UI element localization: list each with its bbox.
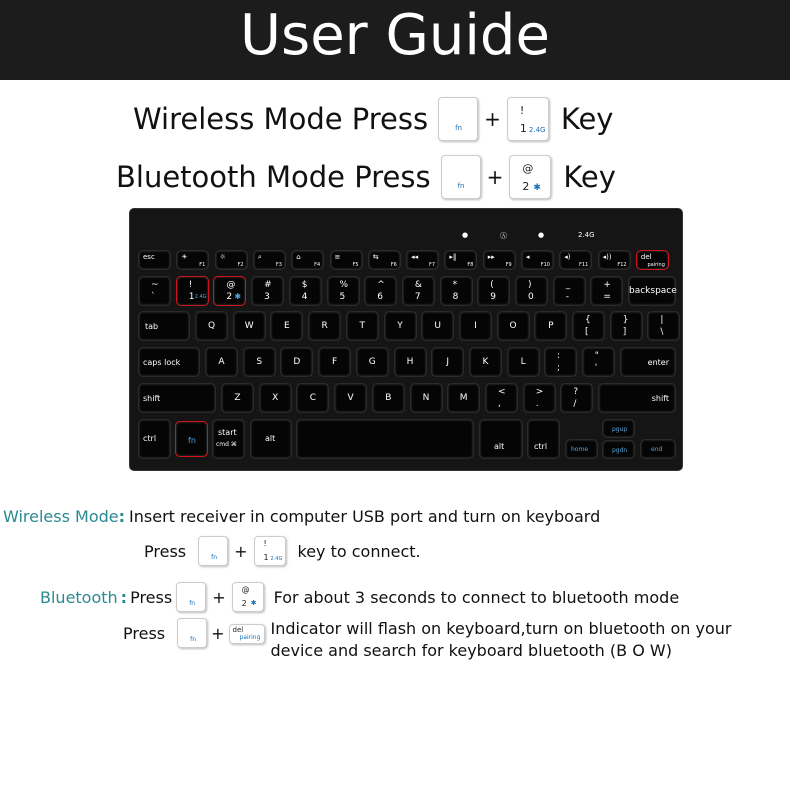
- ctrl-key: ctrl: [138, 419, 171, 459]
- key-word: Key: [563, 160, 616, 194]
- wireless-mode-heading: Wireless Mode: [3, 507, 119, 526]
- function-key: ⌂ F4: [291, 250, 324, 270]
- bluetooth-icon: ✱: [533, 183, 541, 193]
- pgup-key: pgup: [602, 419, 635, 438]
- wireless-mode-row: Wireless Mode Press fn + ! 1 2.4G Key: [133, 96, 613, 142]
- letter-key: P: [534, 311, 567, 341]
- function-key: del pairing: [636, 250, 669, 270]
- number-key: ^ 6: [364, 276, 397, 306]
- key-1-keycap: ! 1 2.4G: [507, 97, 549, 141]
- function-key: ▸▸ F9: [483, 250, 516, 270]
- letter-key: V: [334, 383, 367, 413]
- wireless-instruction-text: Insert receiver in computer USB port and turn on keyboard: [129, 507, 601, 526]
- space-key: [296, 419, 474, 459]
- symbol-key: : ;: [544, 347, 577, 377]
- function-key: esc: [138, 250, 171, 270]
- letter-key: H: [394, 347, 427, 377]
- number-key: ( 9: [477, 276, 510, 306]
- fn-keycap: fn: [441, 155, 481, 199]
- fn-keycap: fn: [176, 582, 206, 612]
- symbol-key: { [: [572, 311, 605, 341]
- end-key: end: [640, 439, 676, 459]
- letter-key: Q: [195, 311, 228, 341]
- symbol-key: < ,: [485, 383, 518, 413]
- number-key: * 8: [440, 276, 473, 306]
- letter-key: B: [372, 383, 405, 413]
- letter-key: L: [507, 347, 540, 377]
- letter-key: W: [233, 311, 266, 341]
- letter-key: K: [469, 347, 502, 377]
- function-key: ☼ F2: [215, 250, 248, 270]
- letter-key: Z: [221, 383, 254, 413]
- fn-keycap: fn: [198, 536, 228, 566]
- letter-key: J: [431, 347, 464, 377]
- backspace-key: backspace: [628, 276, 676, 306]
- letter-key: M: [447, 383, 480, 413]
- function-key: ☀ F1: [176, 250, 209, 270]
- alt-key: alt: [479, 419, 523, 459]
- indicator-light: Ⓐ: [500, 232, 507, 240]
- bluetooth-press-line: Bluetooth : Press fn + @ 2 ✱ For about 3 seconds to connect to bluetooth mode: [40, 582, 679, 612]
- indicator-instruction: Indicator will flash on keyboard,turn on bluetooth on your device and search for keyboard bluetooth (B O W): [270, 619, 732, 660]
- fn-keycap: fn: [438, 97, 478, 141]
- number-key: $ 4: [289, 276, 322, 306]
- alt-key: alt: [250, 419, 292, 459]
- letter-key: T: [346, 311, 379, 341]
- function-key: ◂ F10: [521, 250, 554, 270]
- indicator-light: 2.4G: [578, 231, 595, 239]
- function-key: ◂)) F12: [598, 250, 631, 270]
- function-key: ◂◂ F7: [406, 250, 439, 270]
- number-key: ) 0: [515, 276, 548, 306]
- letter-key: F: [318, 347, 351, 377]
- function-key: ◂) F11: [559, 250, 592, 270]
- letter-key: A: [205, 347, 238, 377]
- letter-key: I: [459, 311, 492, 341]
- number-key: + =: [590, 276, 623, 306]
- function-key: ▸‖ F8: [444, 250, 477, 270]
- number-key: @ 2 ✱: [213, 276, 246, 306]
- symbol-key: " ': [582, 347, 615, 377]
- letter-key: E: [270, 311, 303, 341]
- number-key: # 3: [251, 276, 284, 306]
- letter-key: U: [421, 311, 454, 341]
- key-word: Key: [560, 102, 614, 136]
- indicator-light: ●: [462, 231, 469, 239]
- number-key: _ -: [553, 276, 586, 306]
- letter-key: X: [259, 383, 292, 413]
- key-1-keycap: ! 1 2.4G: [254, 536, 286, 566]
- shift-key: shift: [598, 383, 676, 413]
- shift-key: shift: [138, 383, 216, 413]
- bluetooth-heading: Bluetooth: [40, 587, 118, 607]
- letter-key: S: [243, 347, 276, 377]
- start-key: start cmd ⌘: [212, 419, 245, 459]
- letter-key: C: [296, 383, 329, 413]
- caps-lock-key: caps lock: [138, 347, 200, 377]
- symbol-key: ? /: [560, 383, 593, 413]
- letter-key: R: [308, 311, 341, 341]
- bluetooth-mode-row: Bluetooth Mode Press fn + @ 2 ✱ Key: [116, 154, 616, 200]
- title-banner: [0, 0, 790, 80]
- function-key: ⇆ F6: [368, 250, 401, 270]
- number-key: ! 1 2.4G: [176, 276, 209, 306]
- bluetooth-mode-label: Bluetooth Mode Press: [116, 160, 431, 194]
- tab-key: tab: [138, 311, 190, 341]
- letter-key: G: [356, 347, 389, 377]
- wireless-press-line: Press fn + ! 1 2.4G key to connect.: [144, 536, 421, 566]
- fn-key: fn: [175, 421, 208, 457]
- number-key: % 5: [327, 276, 360, 306]
- symbol-key: | \: [647, 311, 680, 341]
- pgdn-key: pgdn: [602, 440, 635, 459]
- symbol-key: > .: [523, 383, 556, 413]
- number-key: ~ `: [138, 276, 171, 306]
- pairing-press-line: Press fn + del pairing Indicator will flash on keyboard,turn on bluetooth on your device and search for keyboard bluetooth (B O W): [123, 619, 732, 660]
- enter-key: enter: [620, 347, 676, 377]
- function-key: ⌕ F3: [253, 250, 286, 270]
- key-2-keycap: @ 2 ✱: [232, 582, 264, 612]
- symbol-key: } ]: [610, 311, 643, 341]
- wireless-instruction: Wireless Mode: Insert receiver in computer USB port and turn on keyboard: [3, 507, 601, 526]
- function-key: ≡ F5: [330, 250, 363, 270]
- fn-keycap: fn: [177, 618, 207, 648]
- indicator-light: ●: [538, 231, 545, 239]
- key-2-keycap: @ 2 ✱: [509, 155, 551, 199]
- keyboard-image: [129, 208, 683, 471]
- del-pairing-keycap: del pairing: [229, 624, 265, 644]
- letter-key: O: [497, 311, 530, 341]
- letter-key: D: [280, 347, 313, 377]
- letter-key: Y: [384, 311, 417, 341]
- ctrl-key: ctrl: [527, 419, 560, 459]
- wireless-mode-label: Wireless Mode Press: [133, 102, 429, 136]
- home-key: home: [565, 439, 598, 459]
- page-title: User Guide: [240, 3, 550, 68]
- letter-key: N: [410, 383, 443, 413]
- number-key: & 7: [402, 276, 435, 306]
- bluetooth-duration-text: For about 3 seconds to connect to bluetooth mode: [273, 587, 680, 607]
